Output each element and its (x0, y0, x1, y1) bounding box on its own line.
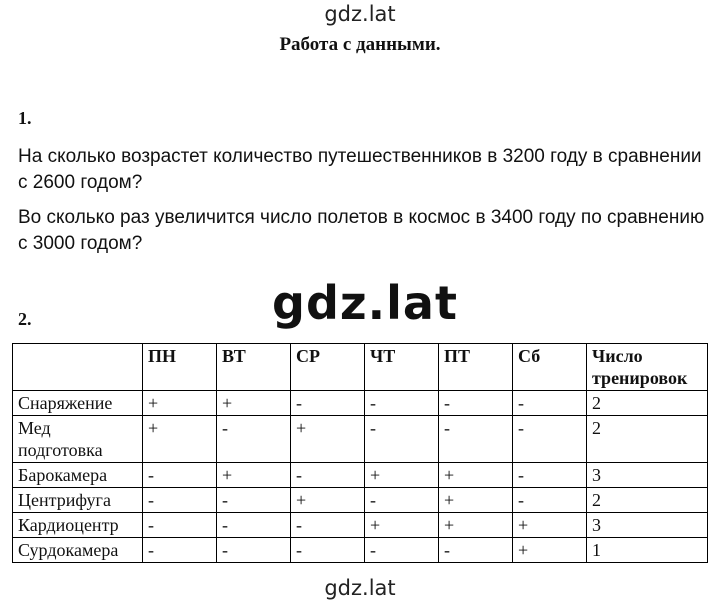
header-cell: ВТ (217, 344, 291, 391)
table-cell: - (513, 488, 587, 513)
table-row (13, 538, 708, 563)
table-cell: - (439, 538, 513, 563)
table-cell: + (143, 391, 217, 416)
section-2-number: 2. (18, 309, 32, 329)
table-cell: - (291, 513, 365, 538)
table-cell: - (439, 391, 513, 416)
table-cell: - (217, 488, 291, 513)
header-cell: Сб (513, 344, 587, 391)
header-cell (13, 344, 143, 391)
table-cell: 3 (587, 463, 708, 488)
row-label: Снаряжение (13, 391, 143, 416)
table-cell: - (291, 391, 365, 416)
table-cell: 1 (587, 538, 708, 563)
question-2: Во сколько раз увеличится число полетов в космос в 3400 году по сравнению с 3000 годом? (18, 207, 705, 254)
header-cell: ЧТ (365, 344, 439, 391)
row-label: Барокамера (13, 463, 143, 488)
row-label: Сурдокамера (13, 538, 143, 563)
table-cell: + (291, 488, 365, 513)
table-cell: + (513, 538, 587, 563)
table-cell: + (291, 416, 365, 463)
section-1-number: 1. (18, 108, 32, 128)
training-table (12, 343, 708, 563)
table-row (13, 488, 708, 513)
table-cell: - (217, 416, 291, 463)
table-cell: 2 (587, 391, 708, 416)
table-cell: 3 (587, 513, 708, 538)
row-label: Кардиоцентр (13, 513, 143, 538)
header-cell: ПТ (439, 344, 513, 391)
watermark-middle: gdz.lat (272, 276, 458, 330)
page-title: Работа с данными. (279, 34, 441, 55)
table-cell: - (143, 513, 217, 538)
table-cell: + (439, 488, 513, 513)
table-cell: + (365, 513, 439, 538)
table-cell: - (143, 488, 217, 513)
table-cell: - (513, 463, 587, 488)
header-cell: СР (291, 344, 365, 391)
row-label: Мед подготовка (13, 416, 143, 463)
table-header-row (13, 344, 708, 391)
table-cell: + (143, 416, 217, 463)
header-cell: Число тренировок (587, 344, 708, 391)
table-cell: - (365, 538, 439, 563)
table-row (13, 513, 708, 538)
table-row (13, 391, 708, 416)
table-cell: - (291, 538, 365, 563)
table-cell: 2 (587, 488, 708, 513)
table-row (13, 416, 708, 463)
table-cell: - (143, 463, 217, 488)
table-cell: - (439, 416, 513, 463)
table-cell: - (291, 463, 365, 488)
table-cell: - (365, 391, 439, 416)
row-label: Центрифуга (13, 488, 143, 513)
table-cell: + (513, 513, 587, 538)
table-cell: + (439, 463, 513, 488)
table-cell: + (365, 463, 439, 488)
table-cell: + (217, 391, 291, 416)
question-1: На сколько возрастет количество путешественников в 3200 году в сравнении с 2600 годом? (18, 146, 702, 193)
table-cell: - (143, 538, 217, 563)
table-cell: - (365, 416, 439, 463)
table-cell: - (365, 488, 439, 513)
table-cell: + (217, 463, 291, 488)
table-row (13, 463, 708, 488)
table-cell: + (439, 513, 513, 538)
header-cell: ПН (143, 344, 217, 391)
table-cell: - (513, 391, 587, 416)
table-cell: - (513, 416, 587, 463)
watermark-top: gdz.lat (324, 2, 396, 26)
table-cell: - (217, 513, 291, 538)
table-cell: 2 (587, 416, 708, 463)
table-cell: - (217, 538, 291, 563)
watermark-bottom: gdz.lat (324, 576, 396, 600)
